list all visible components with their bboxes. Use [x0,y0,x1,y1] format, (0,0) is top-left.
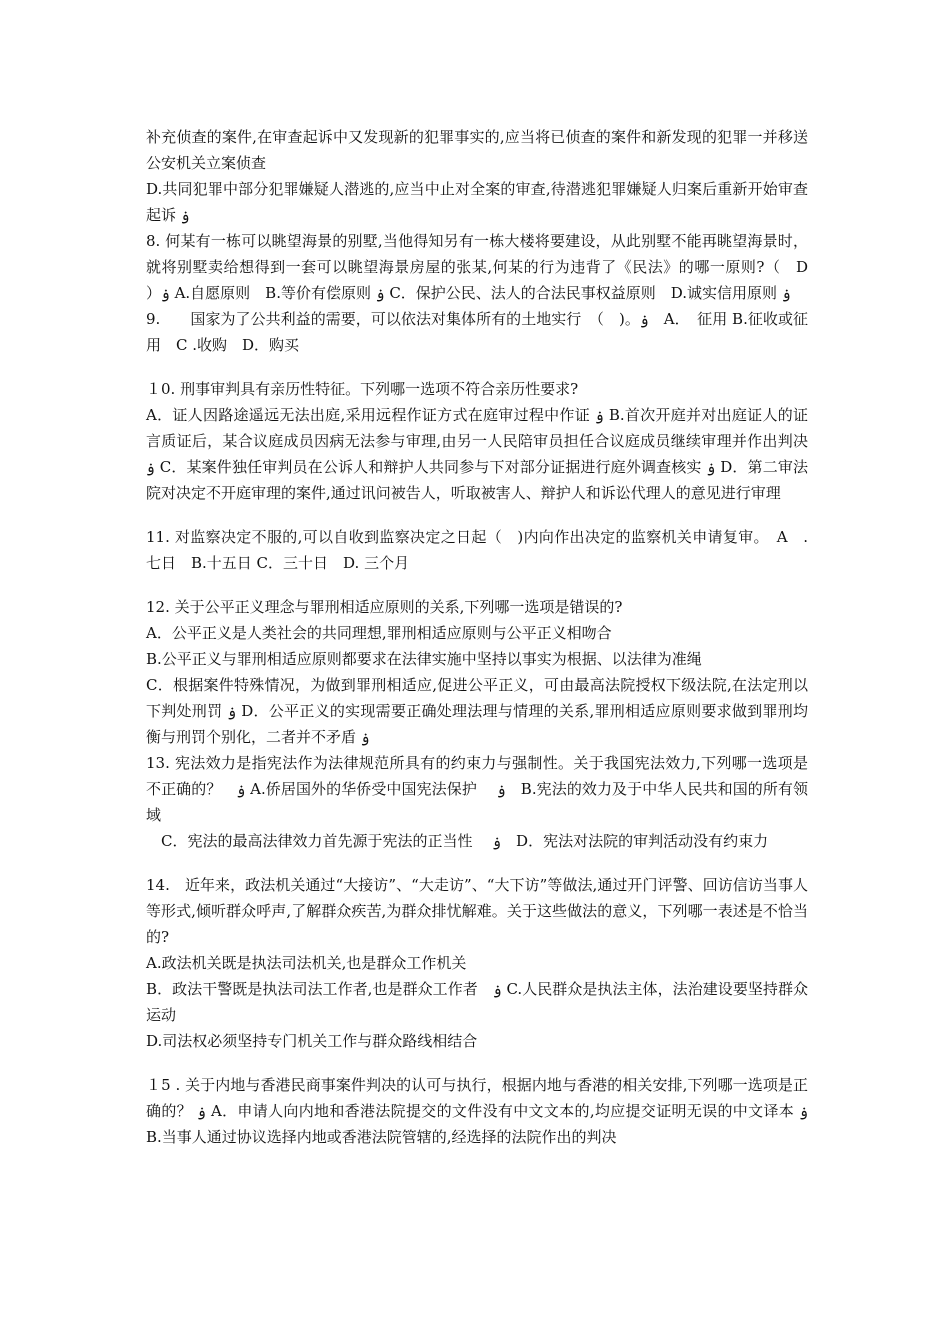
paragraph-spacer [146,854,808,872]
paragraph-question-15: １5 . 关于内地与香港民商事案件判决的认可与执行，根据内地与香港的相关安排,下列哪一选项是正确的？ ۏ A．申请人向内地和香港法院提交的文件没有中文文本的,均应提交证明无误的中文译本 ۏ B.当事人通过协议选择内地或香港法院管辖的,经选择的法院作出的判决 [146,1076,808,1146]
paragraph-question-11: 11. 对监察决定不服的,可以自收到监察决定之日起（ )内向作出决定的监察机关申请复审。 A .七日 B.十五日 C．三十日 D. 三个月 [146,528,808,572]
paragraph-question-10-options: A．证人因路途遥远无法出庭,采用远程作证方式在庭审过程中作证 ۏ B.首次开庭并对出庭证人的证言质证后，某合议庭成员因病无法参与审理,由另一人民陪审员担任合议庭成员继续审理并作出判决 ۏ C．某案件独任审判员在公诉人和辩护人共同参与下对部分证据进行庭外调查核实 ۏ D．第二审法院对决定不开庭审理的案件,通过讯问被告人，听取被害人、辩护人和诉讼代理人的意见进行审理 [146,406,808,502]
paragraph-question-13: 13. 宪法效力是指宪法作为法律规范所具有的约束力与强制性。关于我国宪法效力,下列哪一选项是不正确的？ ۏ A.侨居国外的华侨受中国宪法保护 ۏ B.宪法的效力及于中华人民共和国的所有领域 [146,754,809,824]
paragraph-q14-option-d: D.司法权必须坚持专门机关工作与群众路线相结合 [146,1032,478,1050]
paragraph-q7-continued: 补充侦查的案件,在审查起诉中又发现新的犯罪事实的,应当将已侦查的案件和新发现的犯罪一并移送公安机关立案侦查 [146,128,808,172]
paragraph-q13-option-cd: C．宪法的最高法律效力首先源于宪法的正当性 ۏ D．宪法对法院的审判活动没有约束力 [146,832,769,850]
document-page [146,124,824,1150]
paragraph-spacer [146,358,808,376]
paragraph-question-10: １0. 刑事审判具有亲历性特征。下列哪一选项不符合亲历性要求? [146,380,579,398]
paragraph-q12-option-cd: C．根据案件特殊情况，为做到罪刑相适应,促进公平正义，可由最高法院授权下级法院,在法定刑以下判处刑罚 ۏ D．公平正义的实现需要正确处理法理与情理的关系,罪刑相适应原则要求做到罪刑均衡与刑罚个别化，二者并不矛盾 ۏ [146,676,808,746]
paragraph-question-8: 8. 何某有一栋可以眺望海景的别墅,当他得知另有一栋大楼将要建设，从此别墅不能再眺望海景时，就将别墅卖给想得到一套可以眺望海景房屋的张某,何某的行为违背了《民法》的哪一原则?（ D ）ۏ A.自愿原则 B.等价有偿原则 ۏ C．保护公民、法人的合法民事权益原则 D.诚实信用原则 ۏ [146,232,824,302]
paragraph-question-14: 14. 近年来，政法机关通过“大接访”、“大走访”、“大下访”等做法,通过开门评警、回访信访当事人等形式,倾听群众呼声,了解群众疾苦,为群众排忧解难。关于这些做法的意义，下列哪一表述是不恰当的? [146,876,808,946]
paragraph-q14-option-bc: B．政法干警既是执法司法工作者,也是群众工作者 ۏ C.人民群众是执法主体，法治建设要坚持群众运动 [146,980,808,1024]
paragraph-spacer [146,1054,808,1072]
paragraph-question-9: 9. 国家为了公共利益的需要，可以依法对集体所有的土地实行 （ )。ۏ A． 征用 B.征收或征用 C .收购 D．购买 [146,310,808,354]
paragraph-q7-option-d: D.共同犯罪中部分犯罪嫌疑人潜逃的,应当中止对全案的审查,待潜逃犯罪嫌疑人归案后重新开始审查起诉 ۏ [146,180,808,224]
paragraph-spacer [146,576,808,594]
paragraph-spacer [146,506,808,524]
paragraph-q12-option-a: A．公平正义是人类社会的共同理想,罪刑相适应原则与公平正义相吻合 [146,624,612,642]
paragraph-question-12: 12. 关于公平正义理念与罪刑相适应原则的关系,下列哪一选项是错误的? [146,598,623,616]
paragraph-q12-option-b: B.公平正义与罪刑相适应原则都要求在法律实施中坚持以事实为根据、以法律为准绳 [146,650,702,668]
paragraph-q14-option-a: A.政法机关既是执法司法机关,也是群众工作机关 [146,954,467,972]
